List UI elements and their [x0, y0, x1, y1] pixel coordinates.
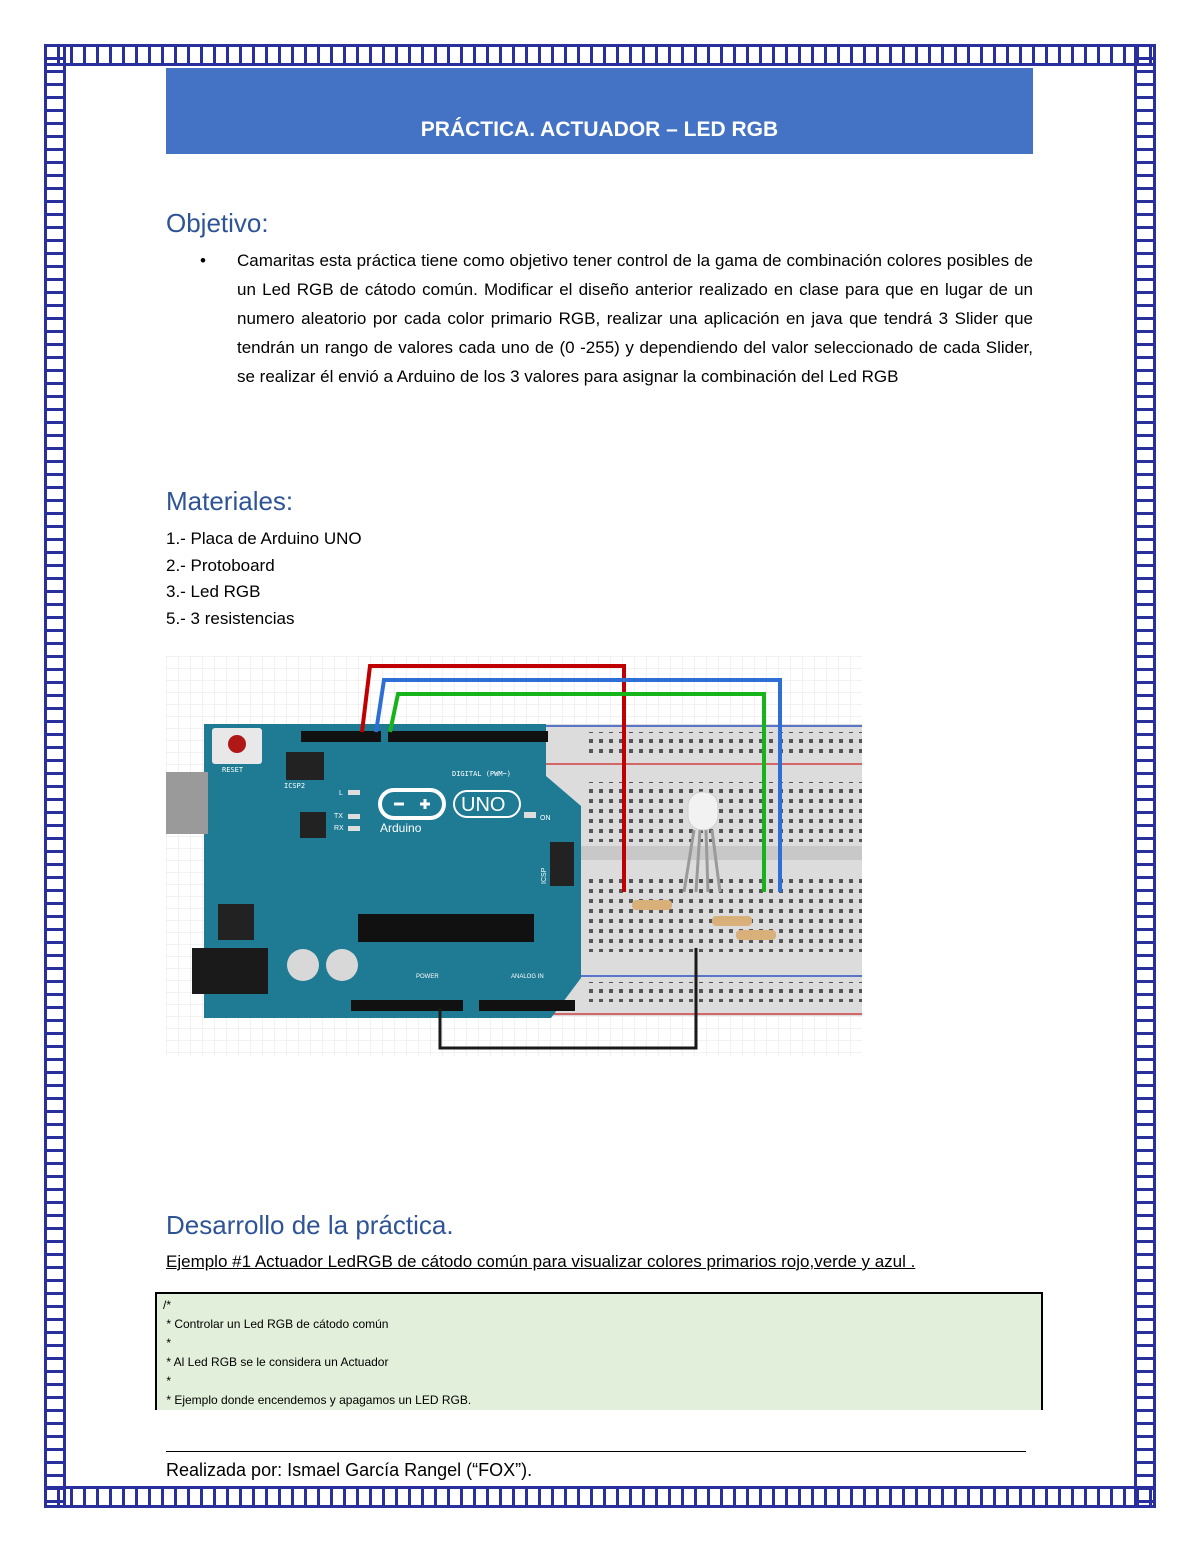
border-right — [1134, 44, 1156, 1508]
brand-arduino: Arduino — [380, 821, 422, 835]
border-top — [44, 44, 1156, 66]
atmega-chip — [358, 914, 534, 942]
objective-heading: Objetivo: — [166, 208, 269, 238]
capacitor-2 — [326, 949, 358, 981]
l-label: L — [339, 790, 343, 797]
material-item: 5.- 3 resistencias — [166, 608, 295, 628]
objective-text: • Camaritas esta práctica tiene como objetivo tener control de la gama de combinación colores posibles de un Led RGB de cátodo común. Modificar el diseño anterior realizado en clase para que en lugar de un numero aleatorio por cada color primario RGB, realizar una aplicación en java que tendrá 3 Slider que tendrán un rango de valores cada uno de (0 -255) y dependiendo del valor seleccionado de cada Slider, se realizar él envió a Arduino de los 3 valores para asignar la combinación del Led RGB — [200, 246, 1033, 391]
power-label: POWER — [416, 974, 439, 980]
page-title-banner — [166, 68, 1033, 154]
code-line: * Al Led RGB se le considera un Actuador — [163, 1355, 389, 1369]
border-bottom — [44, 1486, 1156, 1508]
digital-header-1 — [301, 731, 381, 742]
rx-label: RX — [334, 825, 344, 832]
usb-connector — [166, 772, 208, 834]
page-title: PRÁCTICA. ACTUADOR – LED RGB — [420, 118, 779, 141]
code-line: * — [163, 1374, 172, 1388]
code-block — [155, 1292, 1043, 1410]
materials-list — [166, 526, 362, 632]
brand-uno: UNO — [461, 794, 506, 816]
code-line: * — [163, 1336, 172, 1350]
capacitor-1 — [287, 949, 319, 981]
digital-header-2 — [388, 731, 548, 742]
power-header — [351, 1000, 463, 1011]
analog-header — [479, 1000, 575, 1011]
analog-label: ANALOG IN — [511, 974, 544, 980]
example-title: Ejemplo #1 Actuador LedRGB de cátodo común para visualizar colores primarios rojo,verde y azul . — [166, 1252, 916, 1271]
arduino-board — [166, 724, 581, 1018]
code-line: * Ejemplo donde encendemos y apagamos un LED RGB. — [163, 1393, 472, 1407]
code-line: * Controlar un Led RGB de cátodo común — [163, 1317, 389, 1331]
footer-author: Realizada por: Ismael García Rangel (“FOX”). — [166, 1460, 533, 1480]
power-jack — [192, 948, 268, 994]
code-line: /* — [163, 1298, 172, 1312]
border-left — [44, 44, 66, 1508]
voltage-regulator — [218, 904, 254, 940]
on-label: ON — [540, 815, 551, 822]
breadboard — [546, 724, 862, 1016]
usb-chip — [300, 812, 326, 838]
icsp-header — [550, 842, 574, 886]
material-item: 1.- Placa de Arduino UNO — [166, 529, 362, 548]
digital-label: DIGITAL (PWM~) — [452, 770, 512, 778]
tx-label: TX — [334, 813, 343, 820]
development-heading: Desarrollo de la práctica. — [166, 1210, 454, 1240]
objective-list — [200, 246, 1033, 391]
footer-divider — [166, 1451, 1026, 1452]
material-item: 3.- Led RGB — [166, 582, 261, 601]
icsp-label: ICSP — [541, 867, 548, 884]
icsp2-label: ICSP2 — [284, 782, 306, 790]
materials-heading: Materiales: — [166, 486, 294, 516]
reset-label: RESET — [222, 766, 244, 774]
circuit-diagram — [166, 656, 862, 1056]
material-item: 2.- Protoboard — [166, 555, 275, 575]
icsp2-header — [286, 752, 324, 780]
